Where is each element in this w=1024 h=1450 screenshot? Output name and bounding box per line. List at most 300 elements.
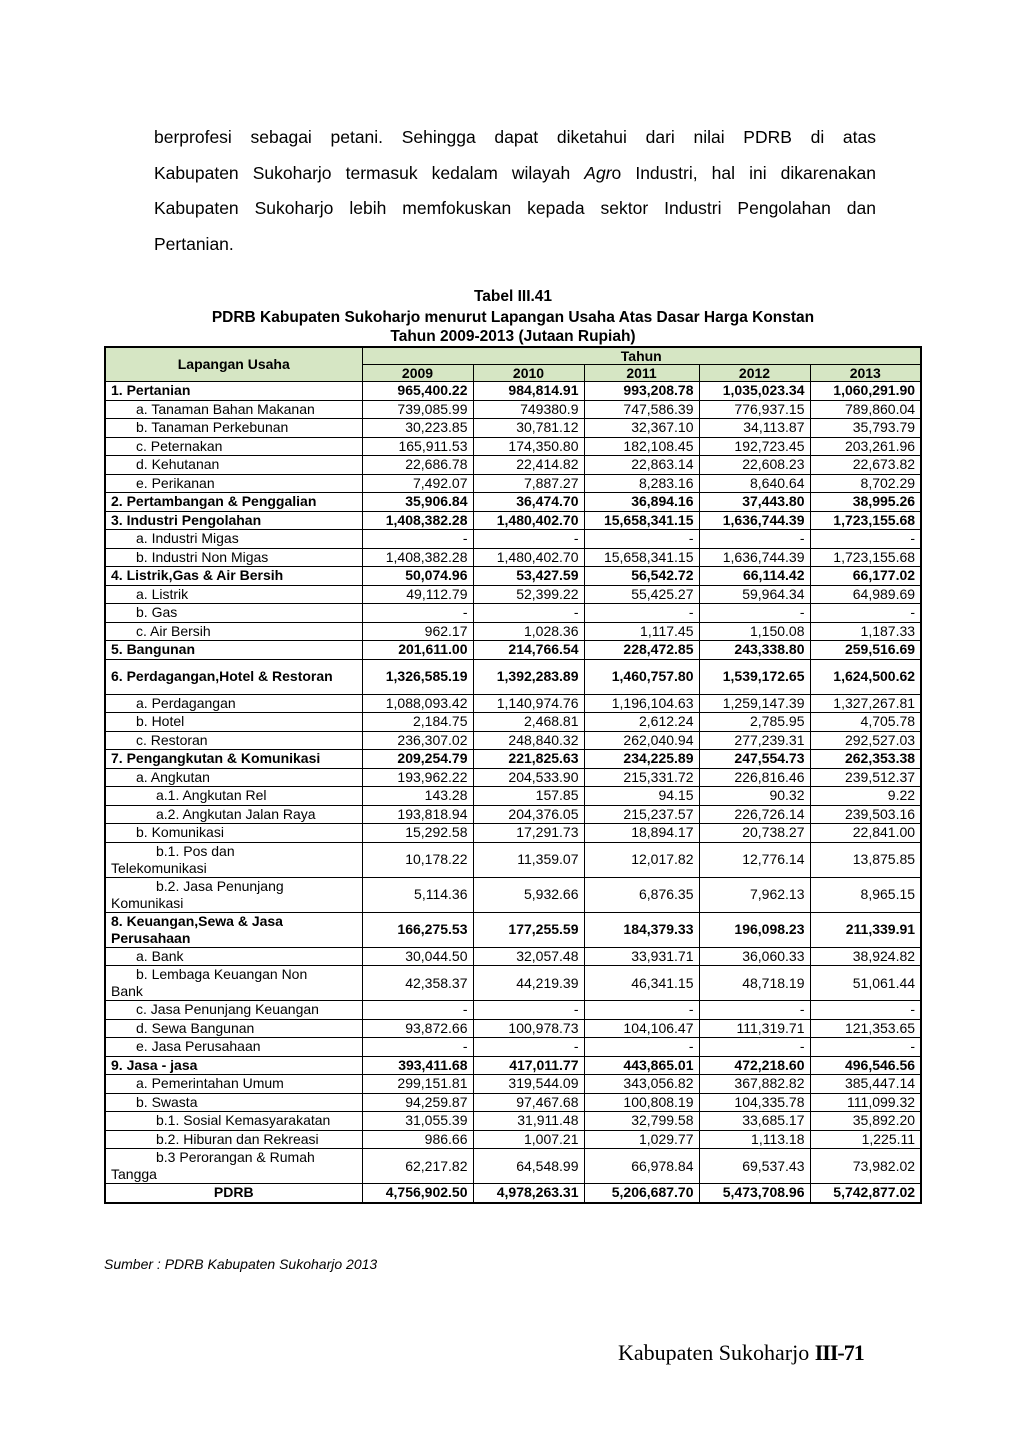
row-label: b. Gas [105, 604, 362, 623]
value-cell: 157.85 [473, 787, 584, 806]
value-cell: 1,327,267.81 [810, 694, 921, 713]
value-cell: 7,887.27 [473, 474, 584, 493]
total-row [105, 1184, 921, 1203]
footer-region: Kabupaten Sukoharjo [618, 1340, 810, 1365]
row-label: b. Swasta [105, 1093, 362, 1112]
value-cell: 243,338.80 [699, 641, 810, 660]
value-cell: 30,223.85 [362, 419, 473, 438]
value-cell: 174,350.80 [473, 437, 584, 456]
value-cell: 262,040.94 [584, 731, 699, 750]
row-label: 7. Pengangkutan & Komunikasi [105, 750, 362, 769]
value-cell: 201,611.00 [362, 641, 473, 660]
table-row [105, 713, 921, 732]
table-row [105, 824, 921, 843]
value-cell: 48,718.19 [699, 966, 810, 1001]
value-cell: 59,964.34 [699, 585, 810, 604]
value-cell: 46,341.15 [584, 966, 699, 1001]
value-cell: 1,460,757.80 [584, 659, 699, 694]
table-row [105, 456, 921, 475]
value-cell: 36,894.16 [584, 493, 699, 512]
value-cell: 1,140,974.76 [473, 694, 584, 713]
header-year: 2013 [810, 365, 921, 382]
value-cell: 94,259.87 [362, 1093, 473, 1112]
value-cell: 789,860.04 [810, 400, 921, 419]
value-cell: 193,962.22 [362, 768, 473, 787]
value-cell: 1,326,585.19 [362, 659, 473, 694]
value-cell: - [473, 530, 584, 549]
value-cell: - [584, 530, 699, 549]
value-cell: 221,825.63 [473, 750, 584, 769]
value-cell: 177,255.59 [473, 912, 584, 947]
value-cell: 69,537.43 [699, 1149, 810, 1184]
row-label: c. Air Bersih [105, 622, 362, 641]
value-cell: 1,539,172.65 [699, 659, 810, 694]
value-cell: 1,624,500.62 [810, 659, 921, 694]
value-cell: - [810, 1001, 921, 1020]
value-cell: 35,793.79 [810, 419, 921, 438]
value-cell: 64,989.69 [810, 585, 921, 604]
value-cell: 749380.9 [473, 400, 584, 419]
value-cell: 97,467.68 [473, 1093, 584, 1112]
value-cell: 986.66 [362, 1130, 473, 1149]
value-cell: 42,358.37 [362, 966, 473, 1001]
table-row [105, 787, 921, 806]
value-cell: 32,367.10 [584, 419, 699, 438]
value-cell: 7,962.13 [699, 877, 810, 912]
value-cell: 111,319.71 [699, 1019, 810, 1038]
table-row [105, 912, 921, 947]
value-cell: 12,017.82 [584, 842, 699, 877]
paragraph-line-2-start: Kabupaten Sukoharjo termasuk kedalam wilayah [154, 162, 585, 183]
value-cell: 239,503.16 [810, 805, 921, 824]
value-cell: 34,113.87 [699, 419, 810, 438]
table-row [105, 1149, 921, 1184]
paragraph-line-4: Pertanian. [154, 233, 234, 254]
value-cell: 4,705.78 [810, 713, 921, 732]
value-cell: - [584, 1001, 699, 1020]
value-cell: 1,035,023.34 [699, 382, 810, 401]
value-cell: 209,254.79 [362, 750, 473, 769]
value-cell: 10,178.22 [362, 842, 473, 877]
row-label: b. Tanaman Perkebunan [105, 419, 362, 438]
value-cell: 211,339.91 [810, 912, 921, 947]
value-cell: 262,353.38 [810, 750, 921, 769]
value-cell: 62,217.82 [362, 1149, 473, 1184]
table-row [105, 511, 921, 530]
table-row [105, 1019, 921, 1038]
value-cell: 5,473,708.96 [699, 1184, 810, 1203]
value-cell: 17,291.73 [473, 824, 584, 843]
row-label-line: Tangga [111, 1166, 157, 1182]
value-cell: 776,937.15 [699, 400, 810, 419]
value-cell: 50,074.96 [362, 567, 473, 586]
value-cell: 7,492.07 [362, 474, 473, 493]
paragraph-line-1: berprofesi sebagai petani. Sehingga dapat diketahui dari nilai PDRB di atas [154, 127, 876, 147]
value-cell: 319,544.09 [473, 1075, 584, 1094]
pdrb-table [104, 346, 922, 1204]
table-row [105, 530, 921, 549]
value-cell: 1,480,402.70 [473, 511, 584, 530]
row-label-line: Komunikasi [111, 894, 184, 911]
value-cell: 2,468.81 [473, 713, 584, 732]
value-cell: 11,359.07 [473, 842, 584, 877]
value-cell: 9.22 [810, 787, 921, 806]
value-cell: 4,756,902.50 [362, 1184, 473, 1203]
value-cell: 15,658,341.15 [584, 548, 699, 567]
value-cell: 496,546.56 [810, 1056, 921, 1075]
value-cell: 165,911.53 [362, 437, 473, 456]
row-label: a.2. Angkutan Jalan Raya [105, 805, 362, 824]
header-year-group: Tahun [362, 347, 921, 365]
value-cell: 8,283.16 [584, 474, 699, 493]
table-row [105, 437, 921, 456]
table-row [105, 1038, 921, 1057]
row-label: 2. Pertambangan & Penggalian [105, 493, 362, 512]
table-row [105, 641, 921, 660]
value-cell: 22,686.78 [362, 456, 473, 475]
paragraph-line-2 [154, 156, 876, 192]
table-row [105, 1001, 921, 1020]
row-label: a.1. Angkutan Rel [105, 787, 362, 806]
header-year: 2010 [473, 365, 584, 382]
value-cell: - [362, 1038, 473, 1057]
row-label: c. Peternakan [105, 437, 362, 456]
value-cell: 277,239.31 [699, 731, 810, 750]
row-label: 5. Bangunan [105, 641, 362, 660]
value-cell: 965,400.22 [362, 382, 473, 401]
value-cell: 1,408,382.28 [362, 548, 473, 567]
value-cell: 104,335.78 [699, 1093, 810, 1112]
value-cell: 472,218.60 [699, 1056, 810, 1075]
value-cell: 1,225.11 [810, 1130, 921, 1149]
value-cell: 64,548.99 [473, 1149, 584, 1184]
value-cell: 203,261.96 [810, 437, 921, 456]
value-cell: - [699, 1001, 810, 1020]
table-row [105, 604, 921, 623]
table-row [105, 419, 921, 438]
value-cell: 226,726.14 [699, 805, 810, 824]
value-cell: 22,841.00 [810, 824, 921, 843]
value-cell: - [810, 530, 921, 549]
value-cell: 35,906.84 [362, 493, 473, 512]
value-cell: 739,085.99 [362, 400, 473, 419]
value-cell: 385,447.14 [810, 1075, 921, 1094]
value-cell: 38,924.82 [810, 947, 921, 966]
source-note: Sumber : PDRB Kabupaten Sukoharjo 2013 [104, 1256, 378, 1272]
value-cell: 55,425.27 [584, 585, 699, 604]
value-cell: 215,331.72 [584, 768, 699, 787]
value-cell: 1,060,291.90 [810, 382, 921, 401]
row-label: a. Bank [105, 947, 362, 966]
header-year: 2009 [362, 365, 473, 382]
row-label: b.1. Sosial Kemasyarakatan [105, 1112, 362, 1131]
value-cell: 44,219.39 [473, 966, 584, 1001]
value-cell: 5,206,687.70 [584, 1184, 699, 1203]
value-cell: - [699, 604, 810, 623]
table-row [105, 842, 921, 877]
value-cell: 32,057.48 [473, 947, 584, 966]
row-label: e. Jasa Perusahaan [105, 1038, 362, 1057]
value-cell: 1,392,283.89 [473, 659, 584, 694]
row-label: 8. Keuangan,Sewa & Jasa Perusahaan [105, 912, 362, 947]
row-label: 9. Jasa - jasa [105, 1056, 362, 1075]
row-label: a. Listrik [105, 585, 362, 604]
row-label-line: Bank [111, 983, 143, 999]
row-label [105, 1149, 362, 1184]
value-cell: 292,527.03 [810, 731, 921, 750]
row-label-line: b.3 Perorangan & Rumah [156, 1149, 315, 1165]
value-cell: 214,766.54 [473, 641, 584, 660]
value-cell: 393,411.68 [362, 1056, 473, 1075]
value-cell: 30,781.12 [473, 419, 584, 438]
row-label: a. Industri Migas [105, 530, 362, 549]
value-cell: 31,055.39 [362, 1112, 473, 1131]
table-row [105, 493, 921, 512]
value-cell: 4,978,263.31 [473, 1184, 584, 1203]
value-cell: 1,007.21 [473, 1130, 584, 1149]
value-cell: 247,554.73 [699, 750, 810, 769]
value-cell: 15,292.58 [362, 824, 473, 843]
value-cell: 196,098.23 [699, 912, 810, 947]
value-cell: 747,586.39 [584, 400, 699, 419]
table-row [105, 622, 921, 641]
value-cell: 121,353.65 [810, 1019, 921, 1038]
value-cell: 2,785.95 [699, 713, 810, 732]
value-cell: 443,865.01 [584, 1056, 699, 1075]
value-cell: 367,882.82 [699, 1075, 810, 1094]
value-cell: 36,060.33 [699, 947, 810, 966]
value-cell: 51,061.44 [810, 966, 921, 1001]
value-cell: 30,044.50 [362, 947, 473, 966]
row-label: a. Pemerintahan Umum [105, 1075, 362, 1094]
row-label: 4. Listrik,Gas & Air Bersih [105, 567, 362, 586]
row-label: a. Tanaman Bahan Makanan [105, 400, 362, 419]
table-row [105, 694, 921, 713]
value-cell: 299,151.81 [362, 1075, 473, 1094]
value-cell: 5,932.66 [473, 877, 584, 912]
row-label [105, 842, 362, 877]
value-cell: 33,685.17 [699, 1112, 810, 1131]
value-cell: 2,184.75 [362, 713, 473, 732]
table-row [105, 567, 921, 586]
value-cell: 73,982.02 [810, 1149, 921, 1184]
header-year: 2011 [584, 365, 699, 382]
value-cell: 1,187.33 [810, 622, 921, 641]
row-label: d. Kehutanan [105, 456, 362, 475]
table-row [105, 1093, 921, 1112]
page-footer [618, 1340, 864, 1366]
value-cell: 100,978.73 [473, 1019, 584, 1038]
value-cell: - [810, 1038, 921, 1057]
value-cell: 259,516.69 [810, 641, 921, 660]
value-cell: 1,408,382.28 [362, 511, 473, 530]
value-cell: 94.15 [584, 787, 699, 806]
value-cell: 8,965.15 [810, 877, 921, 912]
table-title: PDRB Kabupaten Sukoharjo menurut Lapangan Usaha Atas Dasar Harga Konstan [211, 309, 815, 326]
table-row [105, 877, 921, 912]
row-label: d. Sewa Bangunan [105, 1019, 362, 1038]
value-cell: - [473, 1038, 584, 1057]
table-row [105, 947, 921, 966]
value-cell: - [473, 1001, 584, 1020]
value-cell: - [584, 604, 699, 623]
value-cell: 13,875.85 [810, 842, 921, 877]
table-row [105, 382, 921, 401]
value-cell: 984,814.91 [473, 382, 584, 401]
row-label: 3. Industri Pengolahan [105, 511, 362, 530]
row-label: PDRB [105, 1184, 362, 1203]
row-label: b.2. Hiburan dan Rekreasi [105, 1130, 362, 1149]
table-row [105, 1112, 921, 1131]
value-cell: 1,150.08 [699, 622, 810, 641]
value-cell: 111,099.32 [810, 1093, 921, 1112]
value-cell: 5,114.36 [362, 877, 473, 912]
value-cell: 1,723,155.68 [810, 511, 921, 530]
value-cell: 2,612.24 [584, 713, 699, 732]
table-row [105, 731, 921, 750]
row-label-line: b.1. Pos dan [156, 842, 235, 859]
value-cell: 1,723,155.68 [810, 548, 921, 567]
value-cell: 228,472.85 [584, 641, 699, 660]
value-cell: 1,636,744.39 [699, 548, 810, 567]
table-row [105, 400, 921, 419]
body-paragraph [154, 120, 876, 262]
table-row [105, 548, 921, 567]
value-cell: 22,608.23 [699, 456, 810, 475]
row-label: 6. Perdagangan,Hotel & Restoran [105, 659, 362, 694]
value-cell: 12,776.14 [699, 842, 810, 877]
table-row [105, 585, 921, 604]
paragraph-italic-term: Agr [584, 162, 612, 183]
value-cell: 182,108.45 [584, 437, 699, 456]
value-cell: 1,636,744.39 [699, 511, 810, 530]
header-sector: Lapangan Usaha [105, 347, 362, 382]
paragraph-line-2-end: o Industri, hal ini dikarenakan [611, 162, 877, 183]
table-row [105, 966, 921, 1001]
value-cell: - [362, 530, 473, 549]
value-cell: 38,995.26 [810, 493, 921, 512]
value-cell: 33,931.71 [584, 947, 699, 966]
value-cell: 226,816.46 [699, 768, 810, 787]
value-cell: 193,818.94 [362, 805, 473, 824]
value-cell: 1,088,093.42 [362, 694, 473, 713]
value-cell: 35,892.20 [810, 1112, 921, 1131]
value-cell: 8,702.29 [810, 474, 921, 493]
value-cell: - [584, 1038, 699, 1057]
value-cell: 56,542.72 [584, 567, 699, 586]
row-label-line: Telekomunikasi [111, 859, 207, 876]
value-cell: 192,723.45 [699, 437, 810, 456]
value-cell: - [362, 604, 473, 623]
row-label: a. Angkutan [105, 768, 362, 787]
table-row [105, 1056, 921, 1075]
value-cell: 1,029.77 [584, 1130, 699, 1149]
row-label-line: b. Lembaga Keuangan Non [136, 966, 308, 982]
value-cell: - [699, 1038, 810, 1057]
value-cell: 22,673.82 [810, 456, 921, 475]
row-label: a. Perdagangan [105, 694, 362, 713]
value-cell: 1,117.45 [584, 622, 699, 641]
value-cell: 248,840.32 [473, 731, 584, 750]
value-cell: 53,427.59 [473, 567, 584, 586]
value-cell: 1,196,104.63 [584, 694, 699, 713]
table-row [105, 805, 921, 824]
row-label [105, 966, 362, 1001]
row-label: c. Restoran [105, 731, 362, 750]
table-label: Tabel III.41 [473, 288, 553, 305]
page-number: III-71 [814, 1340, 864, 1365]
value-cell: 22,414.82 [473, 456, 584, 475]
value-cell: 215,237.57 [584, 805, 699, 824]
value-cell: 962.17 [362, 622, 473, 641]
value-cell: 31,911.48 [473, 1112, 584, 1131]
value-cell: - [699, 530, 810, 549]
row-label: b. Hotel [105, 713, 362, 732]
value-cell: 90.32 [699, 787, 810, 806]
value-cell: 100,808.19 [584, 1093, 699, 1112]
value-cell: 22,863.14 [584, 456, 699, 475]
table-body [105, 382, 921, 1203]
value-cell: 20,738.27 [699, 824, 810, 843]
value-cell: - [362, 1001, 473, 1020]
table-row [105, 750, 921, 769]
value-cell: 236,307.02 [362, 731, 473, 750]
row-label: e. Perikanan [105, 474, 362, 493]
value-cell: 234,225.89 [584, 750, 699, 769]
value-cell: 52,399.22 [473, 585, 584, 604]
value-cell: 18,894.17 [584, 824, 699, 843]
value-cell: 1,028.36 [473, 622, 584, 641]
value-cell: 66,114.42 [699, 567, 810, 586]
value-cell: 93,872.66 [362, 1019, 473, 1038]
value-cell: 49,112.79 [362, 585, 473, 604]
value-cell: 417,011.77 [473, 1056, 584, 1075]
value-cell: 66,177.02 [810, 567, 921, 586]
row-label: b. Industri Non Migas [105, 548, 362, 567]
value-cell: 8,640.64 [699, 474, 810, 493]
header-year: 2012 [699, 365, 810, 382]
value-cell: 5,742,877.02 [810, 1184, 921, 1203]
table-subtitle: Tahun 2009-2013 (Jutaan Rupiah) [390, 328, 636, 345]
value-cell: 204,533.90 [473, 768, 584, 787]
row-label: c. Jasa Penunjang Keuangan [105, 1001, 362, 1020]
value-cell: 204,376.05 [473, 805, 584, 824]
row-label: b. Komunikasi [105, 824, 362, 843]
value-cell: 104,106.47 [584, 1019, 699, 1038]
value-cell: 66,978.84 [584, 1149, 699, 1184]
table-row [105, 1075, 921, 1094]
value-cell: 166,275.53 [362, 912, 473, 947]
value-cell: 1,480,402.70 [473, 548, 584, 567]
table-row [105, 659, 921, 694]
table-row [105, 1130, 921, 1149]
value-cell: 36,474.70 [473, 493, 584, 512]
value-cell: 1,113.18 [699, 1130, 810, 1149]
value-cell: 15,658,341.15 [584, 511, 699, 530]
value-cell: 6,876.35 [584, 877, 699, 912]
value-cell: 32,799.58 [584, 1112, 699, 1131]
value-cell: 184,379.33 [584, 912, 699, 947]
paragraph-line-3: Kabupaten Sukoharjo lebih memfokuskan kepada sektor Industri Pengolahan dan [154, 198, 876, 218]
row-label [105, 877, 362, 912]
row-label: 1. Pertanian [105, 382, 362, 401]
value-cell: 1,259,147.39 [699, 694, 810, 713]
value-cell: 143.28 [362, 787, 473, 806]
value-cell: - [810, 604, 921, 623]
row-label-line: b.2. Jasa Penunjang [156, 877, 284, 894]
value-cell: 993,208.78 [584, 382, 699, 401]
value-cell: 239,512.37 [810, 768, 921, 787]
